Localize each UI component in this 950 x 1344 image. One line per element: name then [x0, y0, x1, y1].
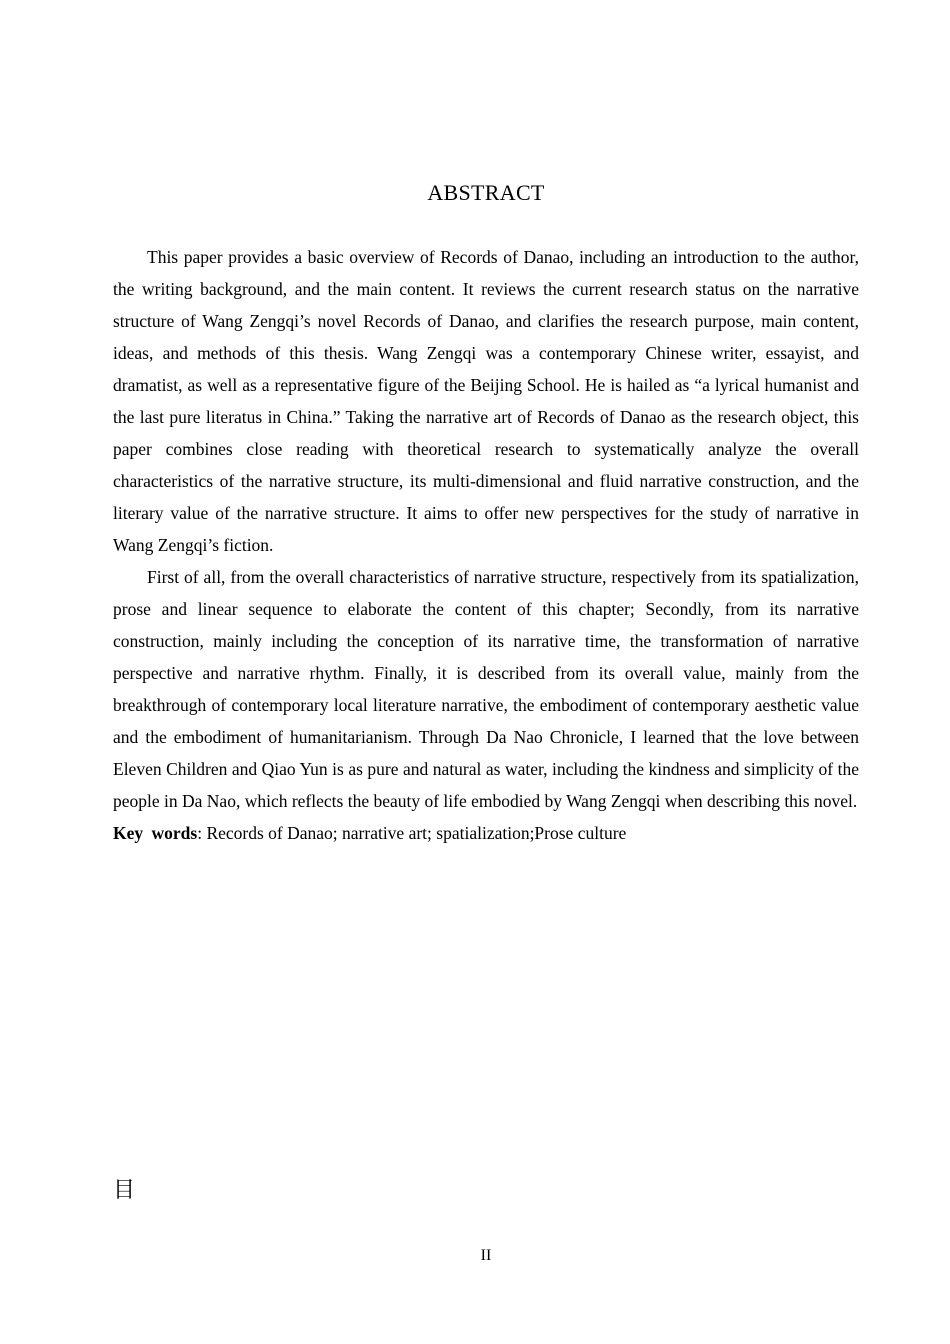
page-number: II	[480, 1247, 492, 1264]
toc-heading-fragment: 目	[113, 1178, 136, 1203]
abstract-title: ABSTRACT	[427, 180, 545, 205]
abstract-paragraph-2: First of all, from the overall characteristics of narrative structure, respectively from its spatialization, prose and linear sequence to elaborate the content of this chapter; Secondly, from its narrative construction, mainly including the conception of its narrative time, the transformation of narrative perspective and narrative rhythm. Finally, it is described from its overall value, mainly from the breakthrough of contemporary local literature narrative, the embodiment of contemporary aesthetic value and the embodiment of humanitarianism. Through Da Nao Chronicle, I learned that the love between Eleven Children and Qiao Yun is as pure and natural as water, including the kindness and simplicity of the people in Da Nao, which reflects the beauty of life embodied by Wang Zengqi when describing this novel.	[113, 567, 859, 811]
abstract-body	[113, 241, 859, 849]
keywords-label: Key words	[113, 823, 198, 843]
keywords-line	[113, 817, 859, 849]
keywords-text: : Records of Danao; narrative art; spatialization;Prose culture	[197, 823, 627, 843]
abstract-paragraph-1: This paper provides a basic overview of Records of Danao, including an introduction to the author, the writing background, and the main content. It reviews the current research status on the narrative structure of Wang Zengqi’s novel Records of Danao, and clarifies the research purpose, main content, ideas, and methods of this thesis. Wang Zengqi was a contemporary Chinese writer, essayist, and dramatist, as well as a representative figure of the Beijing School. He is hailed as “a lyrical humanist and the last pure literatus in China.” Taking the narrative art of Records of Danao as the research object, this paper combines close reading with theoretical research to systematically analyze the overall characteristics of the narrative structure, its multi-dimensional and fluid narrative construction, and the literary value of the narrative structure. It aims to offer new perspectives for the study of narrative in Wang Zengqi’s fiction.	[113, 247, 859, 555]
